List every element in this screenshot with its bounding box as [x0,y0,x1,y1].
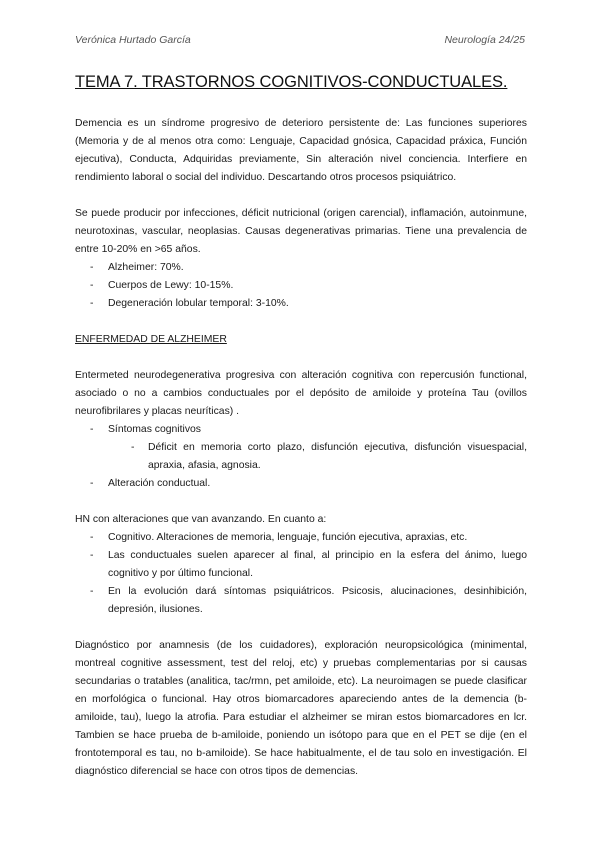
intro-paragraph-2: Se puede producir por infecciones, déficit nutricional (origen carencial), inflamación, autoinmune, neurotoxinas, vascular, neoplasias. Causas degenerativas primarias. Tiene una prevalencia de entre 10-20% en >65 años. [75,208,527,255]
header-author: Verónica Hurtado García [75,34,191,46]
list-item: - Las conductuales suelen aparecer al final, al principio en la esfera del ánimo, luego cognitivo y por último funcional. [90,547,527,583]
list-item: - Alzheimer: 70%. [90,259,527,277]
list-item: - Cuerpos de Lewy: 10-15%. [90,277,527,295]
document-body [75,115,527,781]
alzheimer-paragraph-3: Diagnóstico por anamnesis (de los cuidadores), exploración neuropsicológica (minimental, montreal cognitive assessment, test del reloj, etc) y pruebas complementarias por si causas secundarias o tratables (analitica, tac/rmn, pet amiloide, etc). La neuroimagen se puede clasificar en morfológica o funcional. Hay otros biomarcadores apareciendo antes de la demencia (b-amiloide, tau), luego la atrofia. Para estudiar el alzheimer se miran estos biomarcadores en lcr. Tambien se hace prueba de b-amiloide, poniendo un isótopo para que en el PET se dije (en el frontotemporal es tau, no b-amiloide). Se hace habitualmente, el de tau solo en investigación. El diagnóstico diferencial se hace con otros tipos de demencias. [75,640,527,777]
list-item: - En la evolución dará síntomas psiquiátricos. Psicosis, alucinaciones, desinhibición, depresión, ilusiones. [90,583,527,619]
list-item: - Alteración conductual. [90,475,527,493]
symptoms-list [75,421,527,493]
section-heading-alzheimer: ENFERMEDAD DE ALZHEIMER [75,334,227,345]
sub-list-item: - Déficit en memoria corto plazo, disfunción ejecutiva, disfunción visuespacial, apraxia, afasia, agnosia. [131,439,527,475]
alzheimer-paragraph-1: Entermeted neurodegenerativa progresiva con alteración cognitiva con repercusión functional, asociado o no a cambios conductuales por el depósito de amiloide y proteína Tau (ovillos neurofibrilares y placas neuríticas) . [75,370,527,417]
alzheimer-paragraph-2: HN con alteraciones que van avanzando. En cuanto a: [75,514,327,525]
page-header [75,34,525,46]
intro-paragraph-1: Demencia es un síndrome progresivo de deterioro persistente de: Las funciones superiores (Memoria y de al menos otra como: Lenguaje, Capacidad gnósica, Capacidad práxica, Función ejecutiva), Conducta, Adquiridas previamente, Sin alteración nivel conciencia. Interfiere en rendimiento laboral o social del individuo. Descartando otros procesos psiquiátrico. [75,118,527,183]
document-title: TEMA 7. TRASTORNOS COGNITIVOS-CONDUCTUALES. [75,73,508,91]
causes-list [75,259,527,313]
list-item: - Síntomas cognitivos [90,421,527,439]
header-course: Neurología 24/25 [444,34,525,46]
list-item: - Cognitivo. Alteraciones de memoria, lenguaje, función ejecutiva, apraxias, etc. [90,529,527,547]
list-item: - Degeneración lobular temporal: 3-10%. [90,295,527,313]
evolution-list [75,529,527,619]
